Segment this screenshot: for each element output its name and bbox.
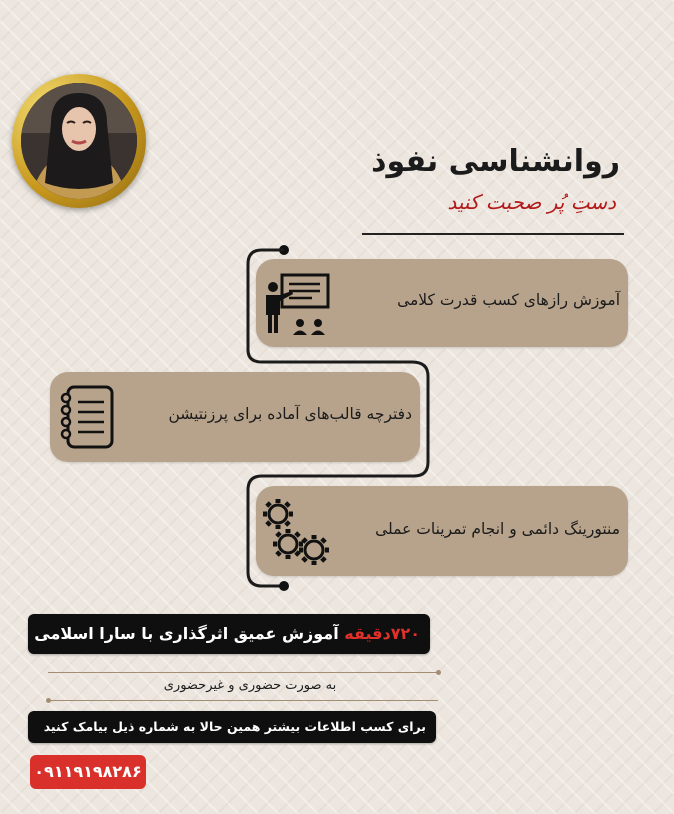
course-duration: ۷۲۰دقیقه bbox=[344, 624, 420, 643]
phone-number[interactable]: ۰۹۱۱۹۱۹۸۲۸۶ bbox=[30, 755, 146, 789]
divider-dot bbox=[436, 670, 441, 675]
format-divider-bottom bbox=[48, 700, 438, 701]
page-title: روانشناسی نفوذ bbox=[371, 144, 620, 179]
notebook-icon bbox=[58, 384, 118, 454]
page-subtitle: دستِ پُر صحبت کنید bbox=[447, 190, 616, 214]
format-text: به صورت حضوری و غیرحضوری bbox=[163, 678, 337, 693]
presentation-icon bbox=[262, 271, 334, 341]
course-banner bbox=[28, 614, 430, 654]
feature-card-speech bbox=[256, 259, 628, 347]
cta-text: برای کسب اطلاعات بیشتر همین حالا به شماره ذیل بیامک کنید bbox=[43, 719, 426, 734]
feature-card-notebook bbox=[50, 372, 420, 462]
feature-label: آموزش رازهای کسب قدرت کلامی bbox=[397, 291, 620, 309]
divider-dot bbox=[46, 698, 51, 703]
format-divider-top bbox=[48, 672, 438, 673]
cta-banner bbox=[28, 711, 436, 743]
gears-icon bbox=[260, 494, 336, 574]
feature-label: دفترچه قالب‌های آماده برای پرزنتیشن bbox=[168, 405, 412, 423]
feature-card-mentoring bbox=[256, 486, 628, 576]
feature-label: منتورینگ دائمی و انجام تمرینات عملی bbox=[375, 520, 620, 538]
course-title: آموزش عمیق اثرگذاری با سارا اسلامی bbox=[34, 624, 339, 643]
